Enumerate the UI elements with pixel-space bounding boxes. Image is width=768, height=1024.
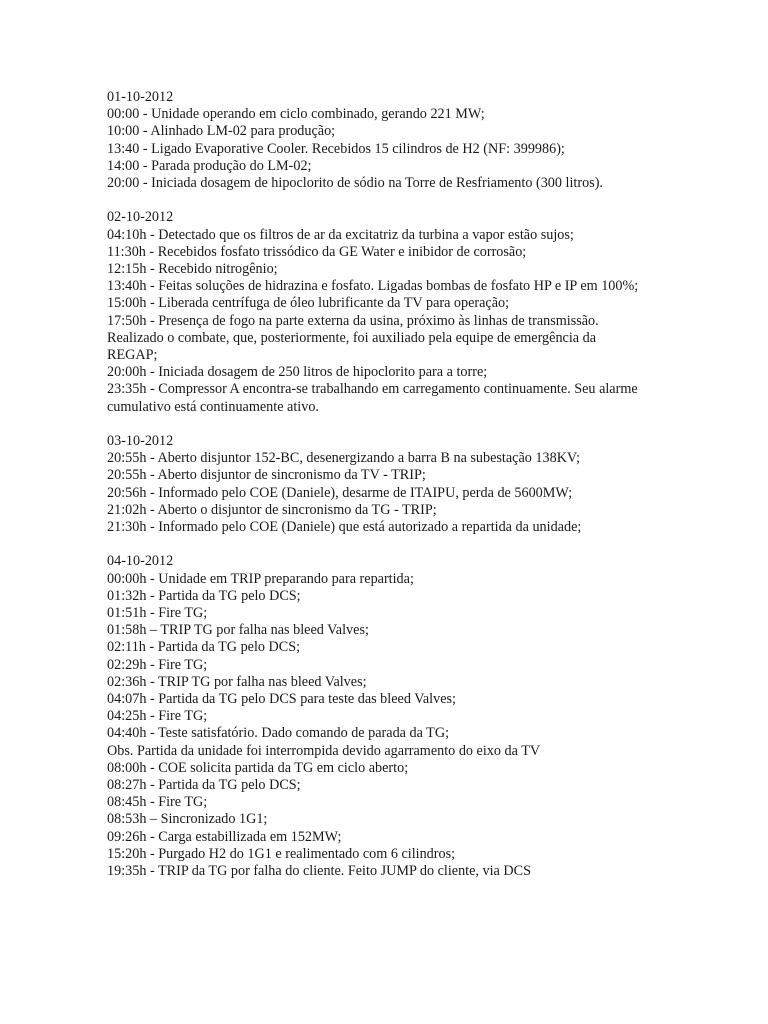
log-entry: 08:53h – Sincronizado 1G1; xyxy=(107,811,268,828)
day-block xyxy=(107,433,647,536)
log-entry: 20:55h - Aberto disjuntor 152-BC, desenergizando a barra B na subestação 138KV; xyxy=(107,450,581,467)
day-date: 01-10-2012 xyxy=(107,89,174,105)
log-entry: 02:36h - TRIP TG por falha nas bleed Valves; xyxy=(107,673,367,690)
log-entry: 08:00h - COE solicita partida da TG em ciclo aberto; xyxy=(107,759,409,776)
log-entry: 17:50h - Presença de fogo na parte externa da usina, próximo às linhas de transmissão. Realizado o combate, que, posteriormente, foi auxiliado pela equipe de emergência da REGAP; xyxy=(107,312,599,364)
log-entry: 02:11h - Partida da TG pelo DCS; xyxy=(107,639,301,656)
log-entry: 21:02h - Aberto o disjuntor de sincronismo da TG - TRIP; xyxy=(107,501,437,518)
log-entry: 08:45h - Fire TG; xyxy=(107,794,208,811)
log-entry: 04:07h - Partida da TG pelo DCS para teste das bleed Valves; xyxy=(107,691,456,708)
log-entry: 15:20h - Purgado H2 do 1G1 e realimentado com 6 cilindros; xyxy=(107,845,456,862)
log-entry: 15:00h - Liberada centrífuga de óleo lubrificante da TV para operação; xyxy=(107,295,510,312)
log-entry: 12:15h - Recebido nitrogênio; xyxy=(107,261,278,278)
log-entry: 20:00 - Iniciada dosagem de hipoclorito de sódio na Torre de Resfriamento (300 litros). xyxy=(107,175,603,192)
day-block xyxy=(107,89,647,192)
log-entry: 02:29h - Fire TG; xyxy=(107,656,208,673)
log-entry: Obs. Partida da unidade foi interrompida devido agarramento do eixo da TV xyxy=(107,742,541,759)
day-date: 03-10-2012 xyxy=(107,433,174,450)
log-entry: 10:00 - Alinhado LM-02 para produção; xyxy=(107,123,336,140)
log-entry: 20:00h - Iniciada dosagem de 250 litros de hipoclorito para a torre; xyxy=(107,364,488,381)
day-date: 04-10-2012 xyxy=(107,553,174,570)
log-entry: 20:56h - Informado pelo COE (Daniele), desarme de ITAIPU, perda de 5600MW; xyxy=(107,484,573,501)
log-entry: 13:40 - Ligado Evaporative Cooler. Recebidos 15 cilindros de H2 (NF: 399986); xyxy=(107,140,565,157)
log-entry: 20:55h - Aberto disjuntor de sincronismo da TV - TRIP; xyxy=(107,467,426,484)
log-entry: 01:51h - Fire TG; xyxy=(107,605,208,622)
log-entry: 00:00h - Unidade em TRIP preparando para repartida; xyxy=(107,570,414,587)
log-entry: 09:26h - Carga estabillizada em 152MW; xyxy=(107,828,342,845)
log-entry: 04:25h - Fire TG; xyxy=(107,708,208,725)
log-entry: 08:27h - Partida da TG pelo DCS; xyxy=(107,777,301,794)
log-entry: 21:30h - Informado pelo COE (Daniele) que está autorizado a repartida da unidade; xyxy=(107,519,582,536)
log-entry: 14:00 - Parada produção do LM-02; xyxy=(107,157,312,174)
log-entry: 01:32h - Partida da TG pelo DCS; xyxy=(107,587,301,604)
log-entry: 23:35h - Compressor A encontra-se trabalhando em carregamento continuamente. Seu alarme cumulativo está continuamente ativo. xyxy=(107,381,638,415)
day-block xyxy=(107,209,647,415)
log-entry: 00:00 - Unidade operando em ciclo combinado, gerando 221 MW; xyxy=(107,106,485,123)
log-entry: 04:40h - Teste satisfatório. Dado comando de parada da TG; xyxy=(107,725,450,742)
log-entry: 13:40h - Feitas soluções de hidrazina e fosfato. Ligadas bombas de fosfato HP e IP em 100%; xyxy=(107,278,639,295)
log-entry: 01:58h – TRIP TG por falha nas bleed Valves; xyxy=(107,622,369,639)
log-entry: 04:10h - Detectado que os filtros de ar da excitatriz da turbina a vapor estão sujos; xyxy=(107,226,574,243)
log-entry: 11:30h - Recebidos fosfato trissódico da GE Water e inibidor de corrosão; xyxy=(107,243,527,260)
log-entry: 19:35h - TRIP da TG por falha do cliente. Feito JUMP do cliente, via DCS xyxy=(107,863,531,880)
day-block xyxy=(107,553,647,880)
log-content xyxy=(107,89,647,897)
day-date: 02-10-2012 xyxy=(107,209,174,226)
